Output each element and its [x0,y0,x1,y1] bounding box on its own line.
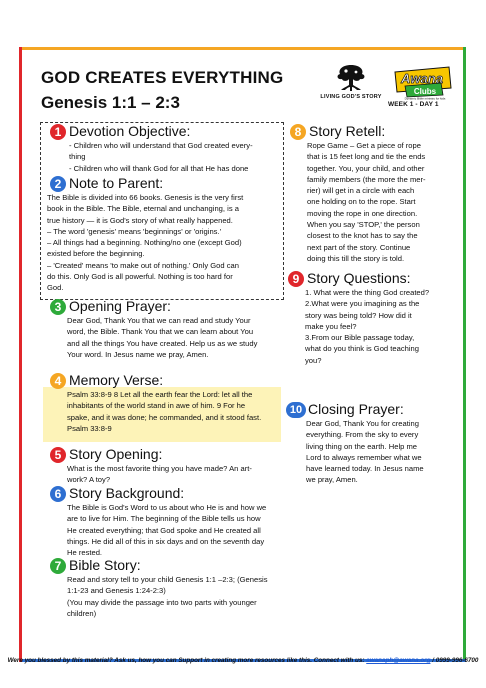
text-line: we pray, Amen. [306,475,358,485]
text-line: - Children who will thank God for all that He has done [69,163,249,173]
section-heading: Story Retell: [309,123,386,139]
section-body [67,389,261,434]
footer [0,657,486,664]
section-heading: Story Background: [69,485,185,501]
awana-clubs-logo [390,64,456,105]
text-line: everything. From the sky to every [306,430,419,440]
text-line: Lord to always remember what we [306,452,422,462]
text-line: true history — it is God's story of what really happened. [47,215,233,225]
section-heading: Bible Story: [69,557,141,573]
living-gods-story-logo [318,63,384,100]
section-body [67,574,268,619]
text-line: – 'Created' means 'to make out of nothing.' Only God can [47,260,239,270]
text-line: doing this till the story is told. [307,253,405,263]
section-body [305,287,450,366]
text-line: (You may divide the passage into two parts with younger [67,597,257,607]
section-number-badge: 10 [286,402,306,418]
section-body [67,463,252,486]
border-left-red [19,47,22,662]
page-subtitle: Genesis 1:1 – 2:3 [41,93,180,112]
text-line: - Children who will understand that God created every- [69,141,253,150]
week-label: WEEK 1 - DAY 1 [388,101,439,108]
text-line: closest to the knot has to say the [307,231,418,241]
contact-phone: / 0999-996-6700 [430,657,479,664]
section-number-badge: 2 [50,176,66,192]
section-number-badge: 8 [290,124,306,140]
text-line: Read and story tell to your child Genesis 1:1 –2:3; (Genesis [67,575,268,584]
text-line: you? [305,355,322,365]
text-line: 1:1-23 and Genesis 1:24-2:3) [67,586,166,596]
text-line: 2.What were you imagining as the [305,299,420,309]
text-line: what do you think is God teaching [305,344,419,354]
page-title: GOD CREATES EVERYTHING [41,68,284,87]
section-heading: Devotion Objective: [69,123,191,139]
text-line: God. [47,283,64,293]
section-number-badge: 4 [50,373,66,389]
section-heading: Story Opening: [69,446,163,462]
section-body [306,418,451,486]
text-line: one holding on to the rope. Start [307,197,416,207]
section-number-badge: 7 [50,558,66,574]
text-line: Dear God, Thank You that we can read and study Your [67,316,251,325]
text-line: The Bible is God's Word to us about who He is and how we [67,503,267,512]
text-line: spake, and it was done; he commanded, and it stood fast. [67,412,262,422]
svg-text:Awana: Awana [401,71,443,86]
text-line: Psalm 33:8-9 8 Let all the earth fear the Lord: let all the [67,390,253,399]
section-heading: Opening Prayer: [69,298,171,314]
text-line: together. You, your child, and other [307,163,425,173]
text-line: word, the Bible. Thank You that we can learn about You [67,327,254,337]
text-line: – All things had a beginning. Nothing/no one (except God) [47,238,242,248]
contact-email-link[interactable]: awanaph@awana.org [366,657,431,664]
text-line: living thing on the earth. Help me [306,441,418,451]
text-line: When you say 'STOP,' the person [307,220,420,230]
tree-roots-icon [334,63,368,93]
section-body [67,502,266,558]
section-body [69,140,253,174]
text-line: He rested. [67,548,103,558]
text-line: He created everything; that God spoke and He created all [67,525,261,535]
text-line: have learned today. In Jesus name [306,464,424,474]
text-line: do this. Only God is all powerful. Nothing is too hard for [47,272,233,282]
text-line: are to live for Him. The beginning of the Bible tells us how [67,514,261,524]
section-number-badge: 5 [50,447,66,463]
section-heading: Note to Parent: [69,175,164,191]
svg-text:Dynamic Bible ministry for kid: Dynamic Bible ministry for kids [404,96,446,100]
text-line: Psalm 33:8-9 [67,423,112,433]
section-body [47,192,281,294]
section-number-badge: 1 [50,124,66,140]
text-line: existed before the beginning. [47,249,145,259]
text-line: – The word 'genesis' means 'beginnings' or 'origins.' [47,226,222,236]
text-line: The Bible is divided into 66 books. Genesis is the very first [47,193,244,202]
border-top-orange [19,47,466,50]
text-line: make you feel? [305,321,357,331]
border-right-green [463,47,466,662]
section-number-badge: 6 [50,486,66,502]
logo-caption: LIVING GOD'S STORY [320,94,382,100]
footer-text: Were you blessed by this material? Ask us, how you can Support in creating more resources like this. Connect with us: [7,657,367,664]
text-line: next part of the story. Continue [307,242,411,252]
text-line: work? A toy? [67,475,111,485]
text-line: and all the things You have created. Help us as we study [67,338,258,348]
section-number-badge: 3 [50,299,66,315]
section-heading: Closing Prayer: [308,401,404,417]
text-line: Dear God, Thank You for creating [306,419,419,428]
text-line: thing [69,152,86,162]
text-line: that is 15 feet long and tie the ends [307,152,426,162]
text-line: inhabitants of the world stand in awe of him. 9 For he [67,401,246,411]
text-line: 3.From our Bible passage today, [305,333,415,343]
text-line: book in the Bible. The Bible, eternal and unchanging, is a [47,204,239,214]
text-line: moving the rope in one direction. [307,208,418,218]
text-line: things. He did all of this in six days and on the seventh day [67,536,265,546]
section-heading: Story Questions: [307,270,411,286]
text-line: Rope Game – Get a piece of rope [307,141,421,150]
svg-text:Clubs: Clubs [413,87,437,96]
text-line: story was being told? How did it [305,310,412,320]
text-line: rier) will get in a circle with each [307,186,415,196]
section-body [67,315,257,360]
section-number-badge: 9 [288,271,304,287]
section-heading: Memory Verse: [69,372,164,388]
text-line: Your word. In Jesus name we pray, Amen. [67,349,209,359]
text-line: What is the most favorite thing you have made? An art- [67,464,252,473]
text-line: 1. What were the thing God created? [305,288,430,297]
section-body [307,140,452,264]
text-line: family members (the more the mer- [307,174,426,184]
text-line: children) [67,608,97,618]
awana-logo-mark [391,64,455,100]
